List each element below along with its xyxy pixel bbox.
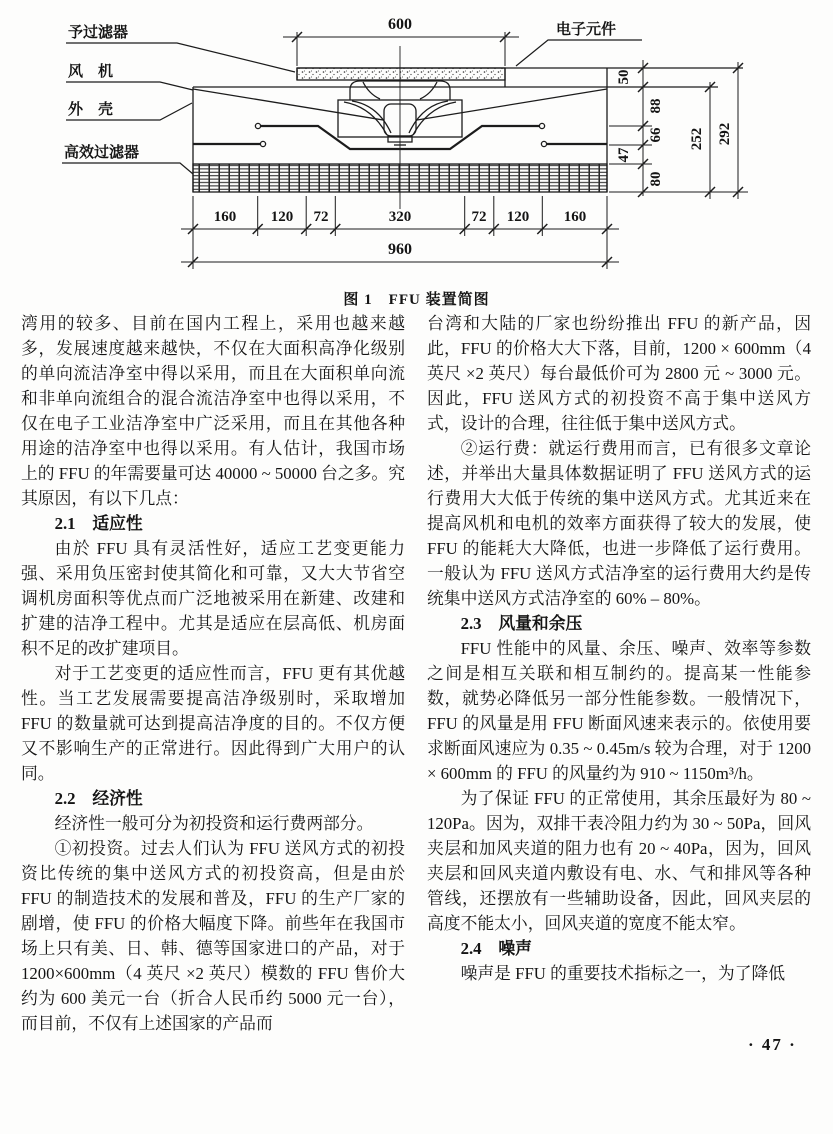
dimension-ticks	[188, 32, 743, 267]
hepa-label: 高效过滤器	[64, 145, 140, 161]
section-heading-2-2: 2.2 经济性	[54, 789, 143, 808]
page-number: · 47 ·	[748, 1035, 797, 1054]
dim-right-50: 50	[616, 69, 632, 85]
dim-top-600: 600	[388, 16, 412, 33]
section-heading-2-1: 2.1 适应性	[54, 514, 143, 533]
paragraph: ②运行费：就运行费用而言，已有很多文章论述，并举出大量具体数据证明了 FFU 送风方式的运行费用大大低于传统的集中送风方式。尤其近来在提高风机和电机的效率方面获得了较大的发展，使 FFU 的能耗大大降低，也进一步降低了运行费用。一般认为 FFU 送风方式洁净室的运行费用大约是传统集中送风方式洁净室的 60% – 80%。	[427, 439, 811, 608]
paragraph: 由於 FFU 具有灵活性好，适应工艺变更能力强、采用负压密封使其简化和可靠，又大大节省空调机房面积等优点而广泛地被采用在新建、改建和扩建的洁净工程中。尤其是适应在层高低、机房面积不足的改扩建项目。	[21, 539, 405, 658]
ffu-diagram	[0, 4, 833, 290]
dim-bottom-4: 320	[388, 209, 412, 225]
dim-right-47: 47	[616, 147, 632, 163]
section-heading-2-4: 2.4 噪声	[460, 939, 532, 958]
dim-bottom-2: 120	[270, 209, 294, 225]
dim-bottom-6: 120	[506, 209, 530, 225]
left-column	[21, 311, 405, 1036]
prefilter-strip	[297, 68, 505, 80]
fan-label: 风 机	[68, 64, 114, 80]
paragraph: ①初投资。过去人们认为 FFU 送风方式的初投资比传统的集中送风方式的初投资高，但是由於 FFU 的制造技术的发展和普及，FFU 的生产厂家的剧增，使 FFU 的价格大幅度下降。前些年在我国市场上只有美、日、韩、德等国家进口的产品，对于 1200×600mm（4 英尺 ×2 英尺）模数的 FFU 售价大约为 600 美元一台（折合人民币约 5000 元一台），而目前，不仅有上述国家的产品而	[21, 839, 405, 1033]
dim-right-80: 80	[648, 171, 664, 187]
right-column	[427, 311, 811, 1036]
dim-total-960: 960	[388, 241, 412, 258]
shell-label: 外 壳	[68, 102, 114, 118]
paragraph: 为了保证 FFU 的正常使用，其余压最好为 80 ~ 120Pa。因为，双排干表冷阻力约为 30 ~ 50Pa，回风夹层和加风夹道的阻力也有 20 ~ 40Pa，因为，回风夹层和回风夹道内敷设有电、水、气和排风等各种管线，还摆放有一些辅助设备，因此，回风夹层的高度不能太小，回风夹道的宽度不能太窄。	[427, 789, 811, 933]
dim-right-88: 88	[648, 98, 664, 114]
dim-right-66: 66	[648, 127, 664, 143]
label-leaders	[62, 40, 642, 174]
prefilter-label: 予过滤器	[68, 25, 129, 41]
text-columns	[21, 311, 812, 1036]
paragraph: 对于工艺变更的适应性而言，FFU 更有其优越性。当工艺发展需要提高洁净级别时，采取增加 FFU 的数量就可达到提高洁净度的目的。不仅方便又不影响生产的正常进行。因此得到广大用户的认同。	[21, 664, 405, 783]
figure-caption: 图 1 FFU 装置简图	[343, 292, 490, 308]
dim-bottom-5: 72	[471, 209, 487, 225]
electronics-label: 电子元件	[556, 22, 617, 38]
section-heading-2-3: 2.3 风量和余压	[460, 614, 583, 633]
dim-outer-292: 292	[717, 122, 733, 146]
paragraph: 湾用的较多、目前在国内工程上，采用也越来越多，发展速度越来越快，不仅在大面积高净化级别的单向流洁净室中得以采用，而且在大面积单向流和非单向流组合的混合流洁净室中也得以采用，不仅在电子工业洁净室中广泛采用，而且在其他各种用途的洁净室中也得以采用。有人估计，我国市场上的 FFU 的年需要量可达 40000 ~ 50000 台之多。究其原因，有以下几点：	[21, 314, 405, 508]
paragraph: 经济性一般可分为初投资和运行费两部分。	[54, 814, 374, 833]
paragraph: 台湾和大陆的厂家也纷纷推出 FFU 的新产品，因此，FFU 的价格大大下落，目前，1200 × 600mm（4 英尺 ×2 英尺）每台最低价可为 2800 元 ~ 3000 元。因此，FFU 送风方式的初投资不高于集中送风方式，设计的合理，往往低于集中送风方式。	[427, 314, 811, 433]
dim-bottom-1: 160	[213, 209, 237, 225]
paragraph: FFU 性能中的风量、余压、噪声、效率等参数之间是相互关联和相互制约的。提高某一性能参数，就势必降低另一部分性能参数。一般情况下，FFU 的风量是用 FFU 断面风速来表示的。依使用要求断面风速应为 0.35 ~ 0.45m/s 较为合理，对于 1200 × 600mm 的 FFU 的风量约为 910 ~ 1150m³/h。	[427, 639, 811, 783]
dim-inner-252: 252	[689, 127, 705, 151]
hepa-filter	[193, 164, 607, 192]
dim-bottom-3: 72	[313, 209, 329, 225]
dim-bottom-7: 160	[563, 209, 587, 225]
paragraph: 噪声是 FFU 的重要技术指标之一，为了降低	[460, 964, 786, 983]
